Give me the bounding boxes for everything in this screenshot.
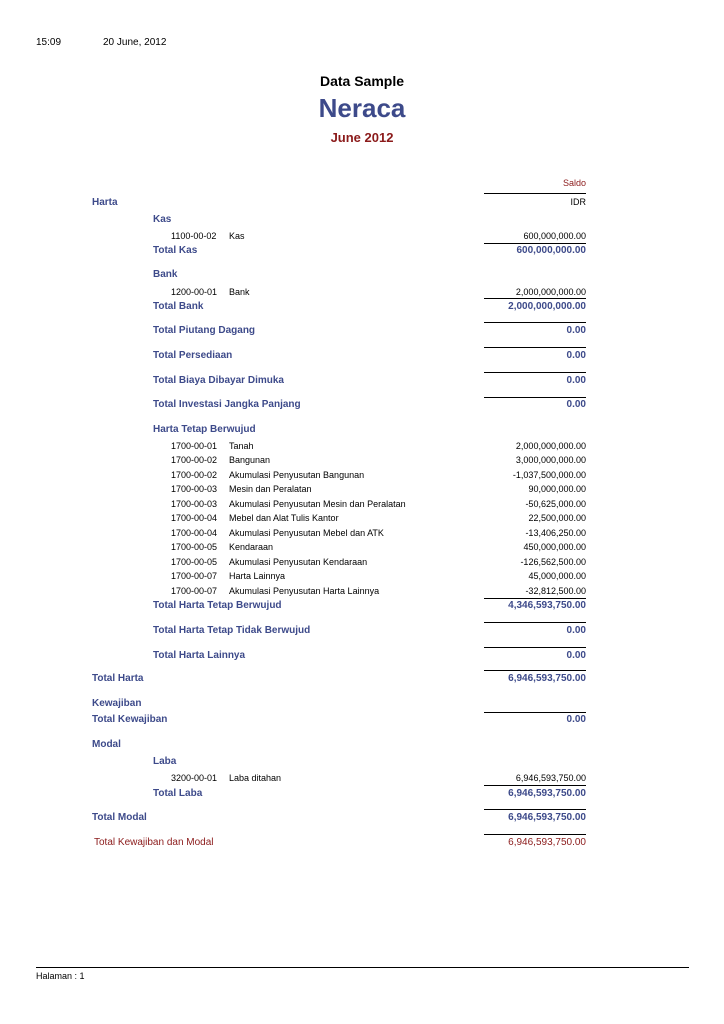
total-persediaan-amount: 0.00: [566, 350, 586, 361]
total-persediaan-label: Total Persediaan: [153, 350, 233, 361]
subtotal-line: [484, 670, 586, 671]
total-harta-tetap-label: Total Harta Tetap Berwujud: [153, 600, 282, 611]
print-date: 20 June, 2012: [103, 37, 167, 48]
account-amount: -32,812,500.00: [525, 586, 586, 596]
subtotal-line: [484, 243, 586, 244]
section-harta: Harta: [92, 197, 118, 208]
account-code: 1700-00-07: [171, 586, 218, 596]
account-name: Akumulasi Penyusutan Mesin dan Peralatan: [229, 499, 406, 509]
footer-divider: [36, 967, 689, 968]
account-amount: -50,625,000.00: [525, 499, 586, 509]
account-code: 1700-00-05: [171, 542, 218, 552]
account-code: 1700-00-04: [171, 513, 218, 523]
account-amount: 2,000,000,000.00: [515, 287, 586, 297]
account-amount: -1,037,500,000.00: [512, 470, 586, 480]
account-name: Harta Lainnya: [229, 571, 286, 581]
total-bank-amount: 2,000,000,000.00: [508, 301, 586, 312]
total-modal-label: Total Modal: [92, 812, 147, 823]
total-harta-lainnya-amount: 0.00: [566, 650, 586, 661]
total-biaya-dimuka-label: Total Biaya Dibayar Dimuka: [153, 375, 284, 386]
account-code: 1700-00-03: [171, 484, 218, 494]
account-code: 1700-00-05: [171, 557, 218, 567]
subtotal-line: [484, 622, 586, 623]
total-piutang-amount: 0.00: [566, 325, 586, 336]
account-name: Kendaraan: [229, 542, 274, 552]
account-amount: -13,406,250.00: [525, 528, 586, 538]
total-harta-label: Total Harta: [92, 673, 144, 684]
total-kewajiban-amount: 0.00: [566, 714, 586, 725]
print-time: 15:09: [36, 37, 62, 48]
total-investasi-label: Total Investasi Jangka Panjang: [153, 399, 301, 410]
group-kas: Kas: [153, 214, 172, 225]
column-currency: IDR: [570, 197, 586, 207]
account-code: 1700-00-02: [171, 455, 218, 465]
report-title: Neraca: [318, 93, 406, 123]
account-amount: 600,000,000.00: [523, 231, 586, 241]
account-name: Bank: [229, 287, 250, 297]
account-code: 1700-00-07: [171, 571, 218, 581]
account-name: Mesin dan Peralatan: [229, 484, 312, 494]
total-laba-amount: 6,946,593,750.00: [508, 788, 586, 799]
account-name: Kas: [229, 231, 245, 241]
company-name: Data Sample: [319, 73, 405, 89]
subtotal-line: [484, 712, 586, 713]
account-amount: 6,946,593,750.00: [515, 773, 586, 783]
account-code: 1700-00-04: [171, 528, 218, 538]
subtotal-line: [484, 372, 586, 373]
account-name: Akumulasi Penyusutan Bangunan: [229, 470, 365, 480]
total-tidak-berwujud-amount: 0.00: [566, 625, 586, 636]
group-bank: Bank: [153, 269, 178, 280]
total-tidak-berwujud-label: Total Harta Tetap Tidak Berwujud: [153, 625, 311, 636]
column-divider: [484, 193, 586, 194]
account-code: 1700-00-03: [171, 499, 218, 509]
account-amount: 450,000,000.00: [523, 542, 586, 552]
subtotal-line: [484, 397, 586, 398]
group-laba: Laba: [153, 756, 177, 767]
column-saldo: Saldo: [562, 178, 586, 188]
subtotal-line: [484, 298, 586, 299]
grand-total-line: [484, 834, 586, 835]
report-period: June 2012: [330, 130, 394, 145]
group-harta-tetap: Harta Tetap Berwujud: [153, 424, 256, 435]
total-harta-amount: 6,946,593,750.00: [508, 673, 586, 684]
total-kas-label: Total Kas: [153, 245, 198, 256]
account-amount: 22,500,000.00: [528, 513, 586, 523]
subtotal-line: [484, 322, 586, 323]
total-harta-lainnya-label: Total Harta Lainnya: [153, 650, 246, 661]
account-code: 1700-00-01: [171, 441, 218, 451]
total-kewajiban-label: Total Kewajiban: [92, 714, 168, 725]
account-code: 1700-00-02: [171, 470, 218, 480]
total-modal-amount: 6,946,593,750.00: [508, 812, 586, 823]
account-amount: 45,000,000.00: [528, 571, 586, 581]
total-piutang-label: Total Piutang Dagang: [153, 325, 256, 336]
account-code: 3200-00-01: [171, 773, 218, 783]
subtotal-line: [484, 785, 586, 786]
account-amount: 3,000,000,000.00: [515, 455, 586, 465]
account-name: Laba ditahan: [229, 773, 282, 783]
total-laba-label: Total Laba: [153, 788, 203, 799]
account-name: Mebel dan Alat Tulis Kantor: [229, 513, 339, 523]
section-kewajiban: Kewajiban: [92, 698, 142, 709]
subtotal-line: [484, 809, 586, 810]
account-amount: -126,562,500.00: [520, 557, 586, 567]
account-code: 1200-00-01: [171, 287, 218, 297]
total-biaya-dimuka-amount: 0.00: [566, 375, 586, 386]
total-harta-tetap-amount: 4,346,593,750.00: [508, 600, 586, 611]
subtotal-line: [484, 598, 586, 599]
account-amount: 90,000,000.00: [528, 484, 586, 494]
total-investasi-amount: 0.00: [566, 399, 586, 410]
grand-total-label: Total Kewajiban dan Modal: [94, 837, 214, 848]
account-name: Bangunan: [229, 455, 271, 465]
total-kas-amount: 600,000,000.00: [516, 245, 586, 256]
grand-total-amount: 6,946,593,750.00: [508, 837, 586, 848]
subtotal-line: [484, 347, 586, 348]
section-modal: Modal: [92, 739, 121, 750]
subtotal-line: [484, 647, 586, 648]
account-code: 1100-00-02: [171, 231, 217, 241]
account-name: Tanah: [229, 441, 254, 451]
page-number: Halaman : 1: [36, 971, 85, 981]
account-amount: 2,000,000,000.00: [515, 441, 586, 451]
total-bank-label: Total Bank: [153, 301, 204, 312]
account-name: Akumulasi Penyusutan Kendaraan: [229, 557, 368, 567]
account-name: Akumulasi Penyusutan Mebel dan ATK: [229, 528, 384, 538]
account-name: Akumulasi Penyusutan Harta Lainnya: [229, 586, 380, 596]
